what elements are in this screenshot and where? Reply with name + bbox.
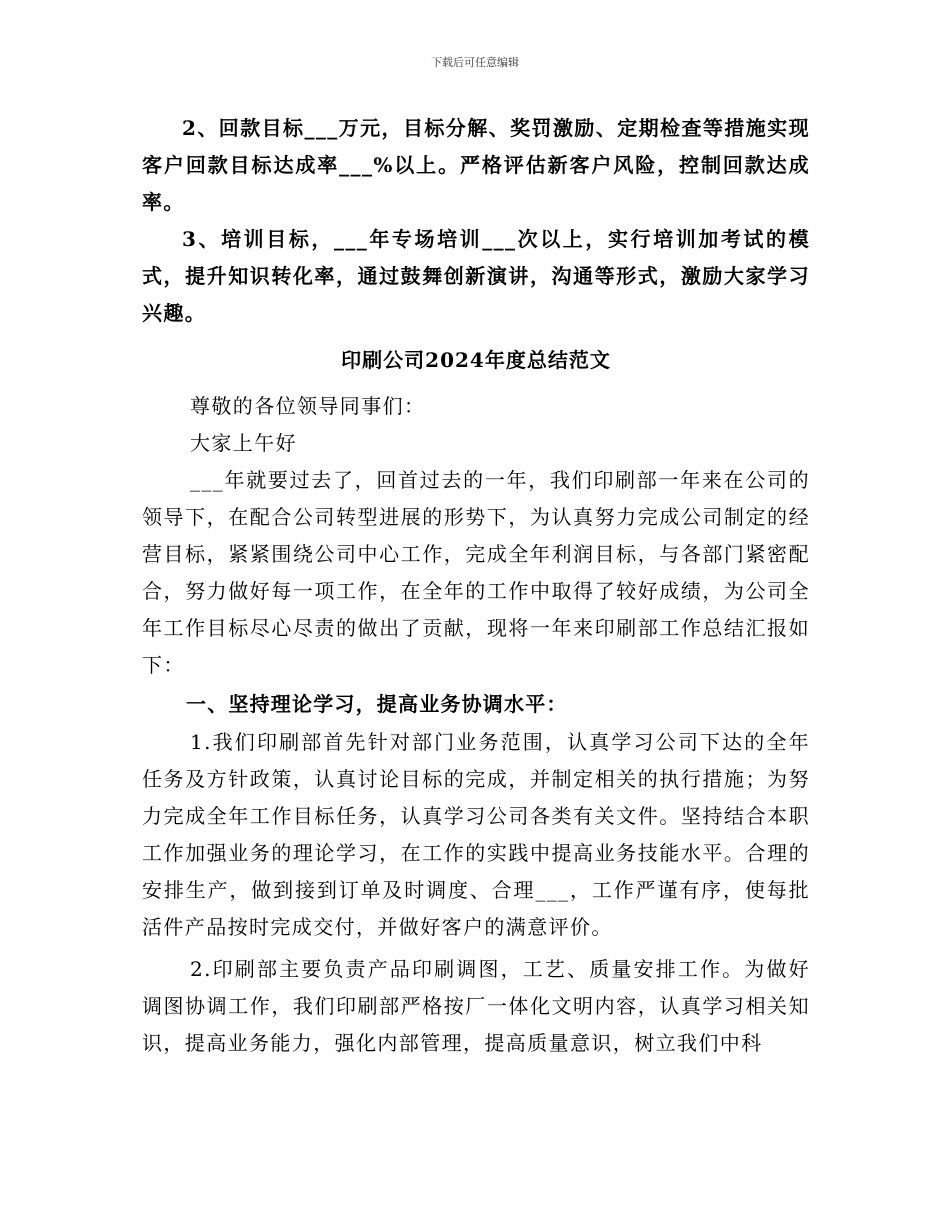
greeting: 大家上午好: [190, 431, 297, 455]
goal-item-2: 2、回款目标___万元，目标分解、奖罚激励、定期检查等措施实现客户回款目标达成率___%以上。严格评估新客户风险，控制回款达成率。: [142, 116, 810, 214]
header-note: 下载后可任意编辑: [431, 56, 519, 69]
document-body: [142, 110, 810, 1062]
salutation: 尊敬的各位领导同事们：: [190, 394, 426, 418]
opening-paragraph: ___年就要过去了，回首过去的一年，我们印刷部一年来在公司的领导下，在配合公司转型进展的形势下，为认真努力完成公司制定的经营目标，紧紧围绕公司中心工作，完成全年利润目标，与各部门紧密配合，努力做好每一项工作，在全年的工作中取得了较好成绩，为公司全年工作目标尽心尽责的做出了贡献，现将一年来印刷部工作总结汇报如下：: [142, 468, 810, 677]
goal-item-3: 3、培训目标，___年专场培训___次以上，实行培训加考试的模式，提升知识转化率，通过鼓舞创新演讲，沟通等形式，激励大家学习兴趣。: [142, 227, 810, 325]
section-heading-1: 一、坚持理论学习，提高业务协调水平：: [186, 692, 568, 716]
point-1-paragraph: 1.我们印刷部首先针对部门业务范围，认真学习公司下达的全年任务及方针政策，认真讨论目标的完成，并制定相关的执行措施；为努力完成全年工作目标任务，认真学习公司各类有关文件。坚持结合本职工作加强业务的理论学习，在工作的实践中提高业务技能水平。合理的安排生产，做到接到订单及时调度、合理___，工作严谨有序，使每批活件产品按时完成交付，并做好客户的满意评价。: [142, 730, 810, 939]
point-2-paragraph: 2.印刷部主要负责产品印刷调图，工艺、质量安排工作。为做好调图协调工作，我们印刷部严格按厂一体化文明内容，认真学习相关知识，提高业务能力，强化内部管理，提高质量意识，树立我们中科: [142, 957, 810, 1055]
document-title: 印刷公司2024年度总结范文: [341, 348, 611, 372]
